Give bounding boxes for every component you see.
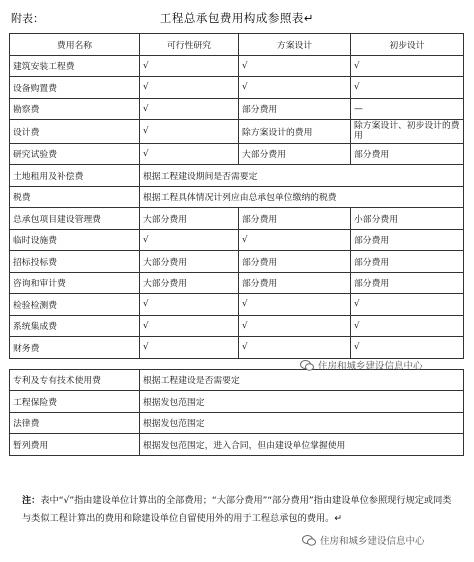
table-row	[10, 337, 464, 359]
fee-name-cell: 检验检测费	[10, 294, 140, 316]
table-header-row	[10, 34, 464, 56]
table-cell: 大部分费用	[140, 272, 239, 294]
table-row	[10, 229, 464, 251]
table-row	[10, 186, 464, 208]
table-cell: √	[351, 315, 464, 337]
table-cell: 部分费用	[351, 229, 464, 251]
footnote-label: 注：	[22, 495, 41, 506]
merged-cell: 根据发包范围定	[140, 412, 464, 434]
fee-name-cell: 财务费	[10, 337, 140, 359]
fee-name-cell: 设计费	[10, 120, 140, 144]
table-cell: √	[239, 294, 351, 316]
column-header-feasibility: 可行性研究	[140, 34, 239, 56]
table-cell: √	[239, 337, 351, 359]
fee-name-cell: 总承包项目建设管理费	[10, 208, 140, 230]
watermark	[300, 358, 423, 372]
footnote-text: 表中“√”指由建设单位计算出的全部费用；“大部分费用”“部分费用”指由建设单位参照现行规定或同类与类似工程计算出的费用和除建设单位自留使用外的用于工程总承包的费用。↵	[22, 495, 452, 524]
fee-name-cell: 税费	[10, 186, 140, 208]
fee-name-cell: 专利及专有技术使用费	[10, 369, 140, 391]
fee-name-cell: 系统集成费	[10, 315, 140, 337]
fee-name-cell: 咨询和审计费	[10, 272, 140, 294]
table-row	[10, 434, 464, 456]
table-cell: 除方案设计、初步设计的费用	[351, 120, 464, 144]
table-footnote	[22, 492, 458, 527]
table-row	[10, 315, 464, 337]
table-row	[10, 165, 464, 187]
table-cell: √	[239, 77, 351, 99]
table-cell: 部分费用	[239, 208, 351, 230]
table-cell: 部分费用	[239, 251, 351, 273]
table-cell: √	[351, 337, 464, 359]
table-cell: 小部分费用	[351, 208, 464, 230]
fee-name-cell: 设备购置费	[10, 77, 140, 99]
table-row	[10, 143, 464, 165]
table-cell: √	[140, 55, 239, 77]
table-cell: 大部分费用	[239, 143, 351, 165]
column-header-scheme-design: 方案设计	[239, 34, 351, 56]
merged-cell: 根据工程建设期间是否需要定	[140, 165, 464, 187]
table-cell: √	[140, 143, 239, 165]
merged-cell: 根据工程具体情况计列应由总承包单位缴纳的税费	[140, 186, 464, 208]
fee-name-cell: 法律费	[10, 412, 140, 434]
table-cell: √	[140, 98, 239, 120]
table-cell: √	[140, 315, 239, 337]
fee-name-cell: 临时设施费	[10, 229, 140, 251]
fee-name-cell: 工程保险费	[10, 391, 140, 413]
watermark	[302, 533, 425, 547]
table-row	[10, 369, 464, 391]
table-cell: 大部分费用	[140, 208, 239, 230]
table-cell: 大部分费用	[140, 251, 239, 273]
table-row	[10, 208, 464, 230]
table-cell: 部分费用	[239, 98, 351, 120]
fee-name-cell: 建筑安装工程费	[10, 55, 140, 77]
merged-cell: 根据发包范围定	[140, 391, 464, 413]
merged-cell: 根据发包范围定，进入合同，但由建设单位掌握使用	[140, 434, 464, 456]
watermark-text: 住房和城乡建设信息中心	[318, 361, 423, 372]
table-row	[10, 77, 464, 99]
fee-name-cell: 土地租用及补偿费	[10, 165, 140, 187]
table-cell: 部分费用	[239, 272, 351, 294]
table-cell: √	[239, 229, 351, 251]
table-cell: 除方案设计的费用	[239, 120, 351, 144]
table-cell: √	[351, 55, 464, 77]
watermark-text: 住房和城乡建设信息中心	[320, 536, 425, 547]
merged-cell: 根据工程建设是否需要定	[140, 369, 464, 391]
fee-name-cell: 暂列费用	[10, 434, 140, 456]
table-row	[10, 55, 464, 77]
table-cell: √	[140, 77, 239, 99]
table-cell: √	[140, 294, 239, 316]
table-cell: √	[140, 120, 239, 144]
table-row	[10, 294, 464, 316]
table-cell: 部分费用	[351, 272, 464, 294]
fee-name-cell: 招标投标费	[10, 251, 140, 273]
table-row	[10, 391, 464, 413]
table-cell: √	[239, 55, 351, 77]
table-row	[10, 120, 464, 144]
fee-name-cell: 勘察费	[10, 98, 140, 120]
column-header-fee-name: 费用名称	[10, 34, 140, 56]
table-title: 工程总承包费用构成参照表↵	[159, 11, 315, 25]
fee-name-cell: 研究试验费	[10, 143, 140, 165]
table-cell: —	[351, 98, 464, 120]
cost-composition-table	[9, 33, 464, 456]
column-header-preliminary-design: 初步设计	[351, 34, 464, 56]
table-row	[10, 412, 464, 434]
table-row	[10, 272, 464, 294]
table-cell: √	[140, 337, 239, 359]
annex-label: 附表：	[11, 12, 44, 25]
table-cell: √	[351, 294, 464, 316]
table-cell: 部分费用	[351, 251, 464, 273]
table-row	[10, 98, 464, 120]
table-row	[10, 251, 464, 273]
table-cell: √	[140, 229, 239, 251]
wechat-icon	[300, 360, 314, 371]
table-cell: √	[239, 315, 351, 337]
table-cell: 部分费用	[351, 143, 464, 165]
table-cell: √	[351, 77, 464, 99]
wechat-icon	[302, 535, 316, 546]
